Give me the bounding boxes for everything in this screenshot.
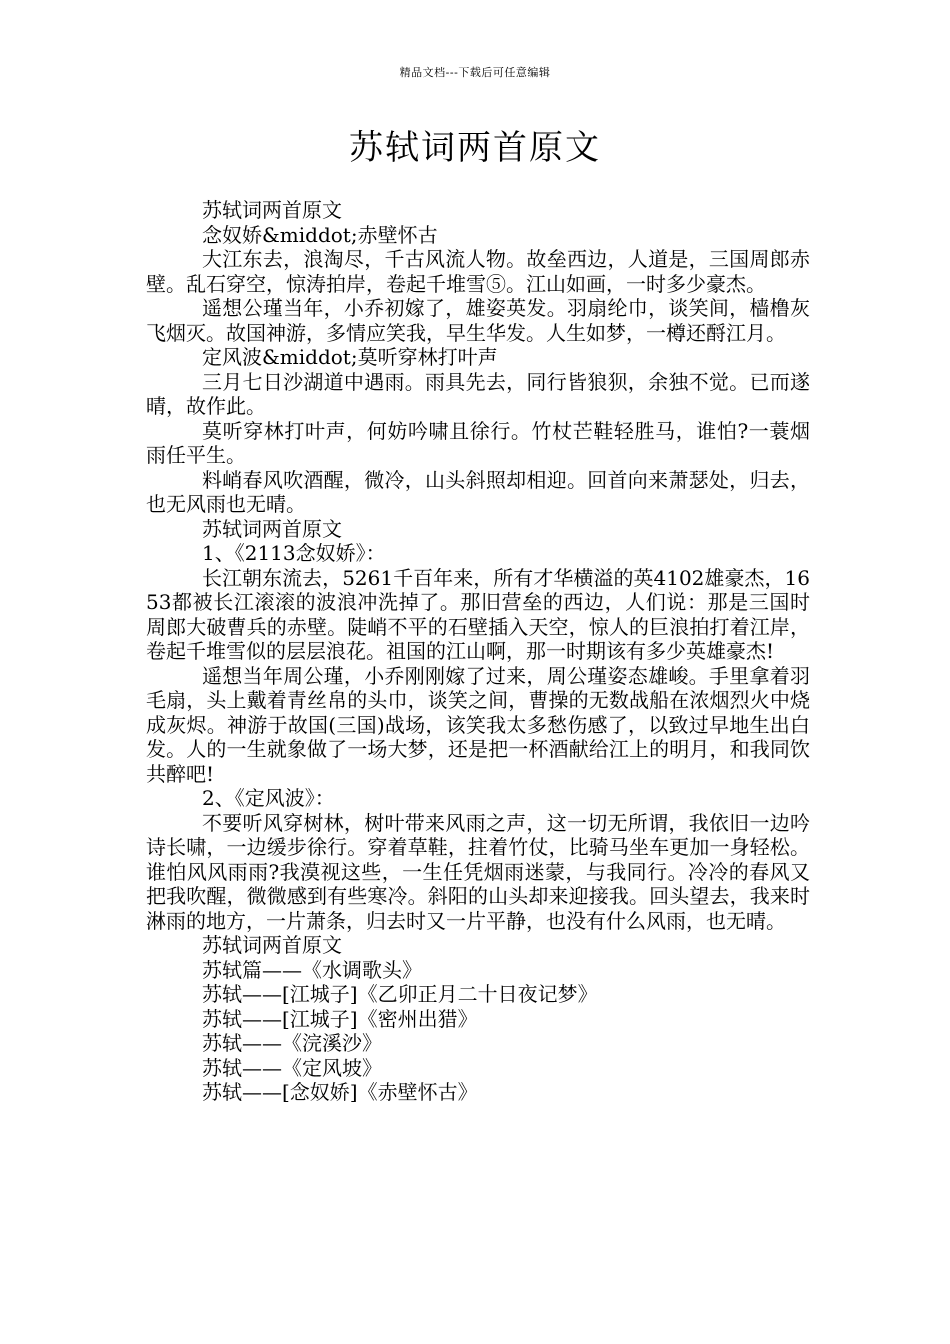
paragraph: 不要听风穿树林，树叶带来风雨之声，这一切无所谓，我依旧一边吟诗长啸，一边缓步徐行。穿着草鞋，拄着竹仗，比骑马坐车更加一身轻松。谁怕风风雨雨?我漠视这些，一生任凭烟雨迷蒙，与我同行。冷冷的春风又把我吹醒，微微感到有些寒冷。斜阳的山头却来迎接我。回头望去，我来时淋雨的地方，一片萧条，归去时又一片平静，也没有什么风雨，也无晴。 (146, 810, 810, 933)
paragraph: 念奴娇&middot;赤壁怀古 (202, 222, 438, 247)
paragraph: 莫听穿林打叶声，何妨吟啸且徐行。竹杖芒鞋轻胜马，谁怕?一蓑烟雨任平生。 (146, 418, 810, 467)
paragraph: 苏轼——[江城子]《乙卯正月二十日夜记梦》 (202, 982, 598, 1006)
document-body (146, 198, 810, 1105)
paragraph: 苏轼——《浣溪沙》 (202, 1031, 382, 1055)
header-note: 精品文档---下载后可任意编辑 (399, 66, 551, 79)
paragraph: 遥想公瑾当年，小乔初嫁了，雄姿英发。羽扇纶巾，谈笑间，樯橹灰飞烟灭。故国神游，多情应笑我，早生华发。人生如梦，一樽还酹江月。 (146, 296, 810, 345)
paragraph: 苏轼篇——《水调歌头》 (202, 957, 422, 982)
paragraph: 苏轼——[念奴娇]《赤壁怀古》 (202, 1080, 478, 1104)
paragraph: 料峭春风吹酒醒，微冷，山头斜照却相迎。回首向来萧瑟处，归去，也无风雨也无晴。 (146, 467, 810, 516)
paragraph: 2、《定风波》： (202, 786, 335, 810)
paragraph: 1、《2113念奴娇》： (202, 541, 386, 565)
paragraph: 大江东去，浪淘尽，千古风流人物。故垒西边，人道是，三国周郎赤壁。乱石穿空，惊涛拍岸，卷起千堆雪⑤。江山如画，一时多少豪杰。 (146, 247, 810, 296)
paragraph: 苏轼——[江城子]《密州出猎》 (202, 1006, 478, 1031)
paragraph: 遥想当年周公瑾，小乔刚刚嫁了过来，周公瑾姿态雄峻。手里拿着羽毛扇，头上戴着青丝帛的头巾，谈笑之间，曹操的无数战船在浓烟烈火中烧成灰烬。神游于故国(三国)战场，该笑我太多愁伤感了，以致过早地生出白发。人的一生就象做了一场大梦，还是把一杯酒献给江上的明月，和我同饮共醉吧! (146, 663, 810, 786)
paragraph: 定风波&middot;莫听穿林打叶声 (202, 345, 498, 369)
paragraph: 长江朝东流去，5261千百年来，所有才华横溢的英4102雄豪杰，1653都被长江滚滚的波浪冲洗掉了。那旧营垒的西边，人们说：那是三国时周郎大破曹兵的赤壁。陡峭不平的石壁插入天空，惊人的巨浪拍打着江岸，卷起千堆雪似的层层浪花。祖国的江山啊，那一时期该有多少英雄豪杰! (146, 565, 810, 663)
paragraph: 苏轼词两首原文 (202, 933, 342, 957)
paragraph: 苏轼词两首原文 (202, 516, 342, 541)
paragraph: 苏轼——《定风坡》 (202, 1055, 382, 1080)
document-title: 苏轼词两首原文 (349, 128, 601, 168)
paragraph: 苏轼词两首原文 (202, 198, 342, 222)
paragraph: 三月七日沙湖道中遇雨。雨具先去，同行皆狼狈，余独不觉。已而遂晴，故作此。 (146, 369, 810, 418)
